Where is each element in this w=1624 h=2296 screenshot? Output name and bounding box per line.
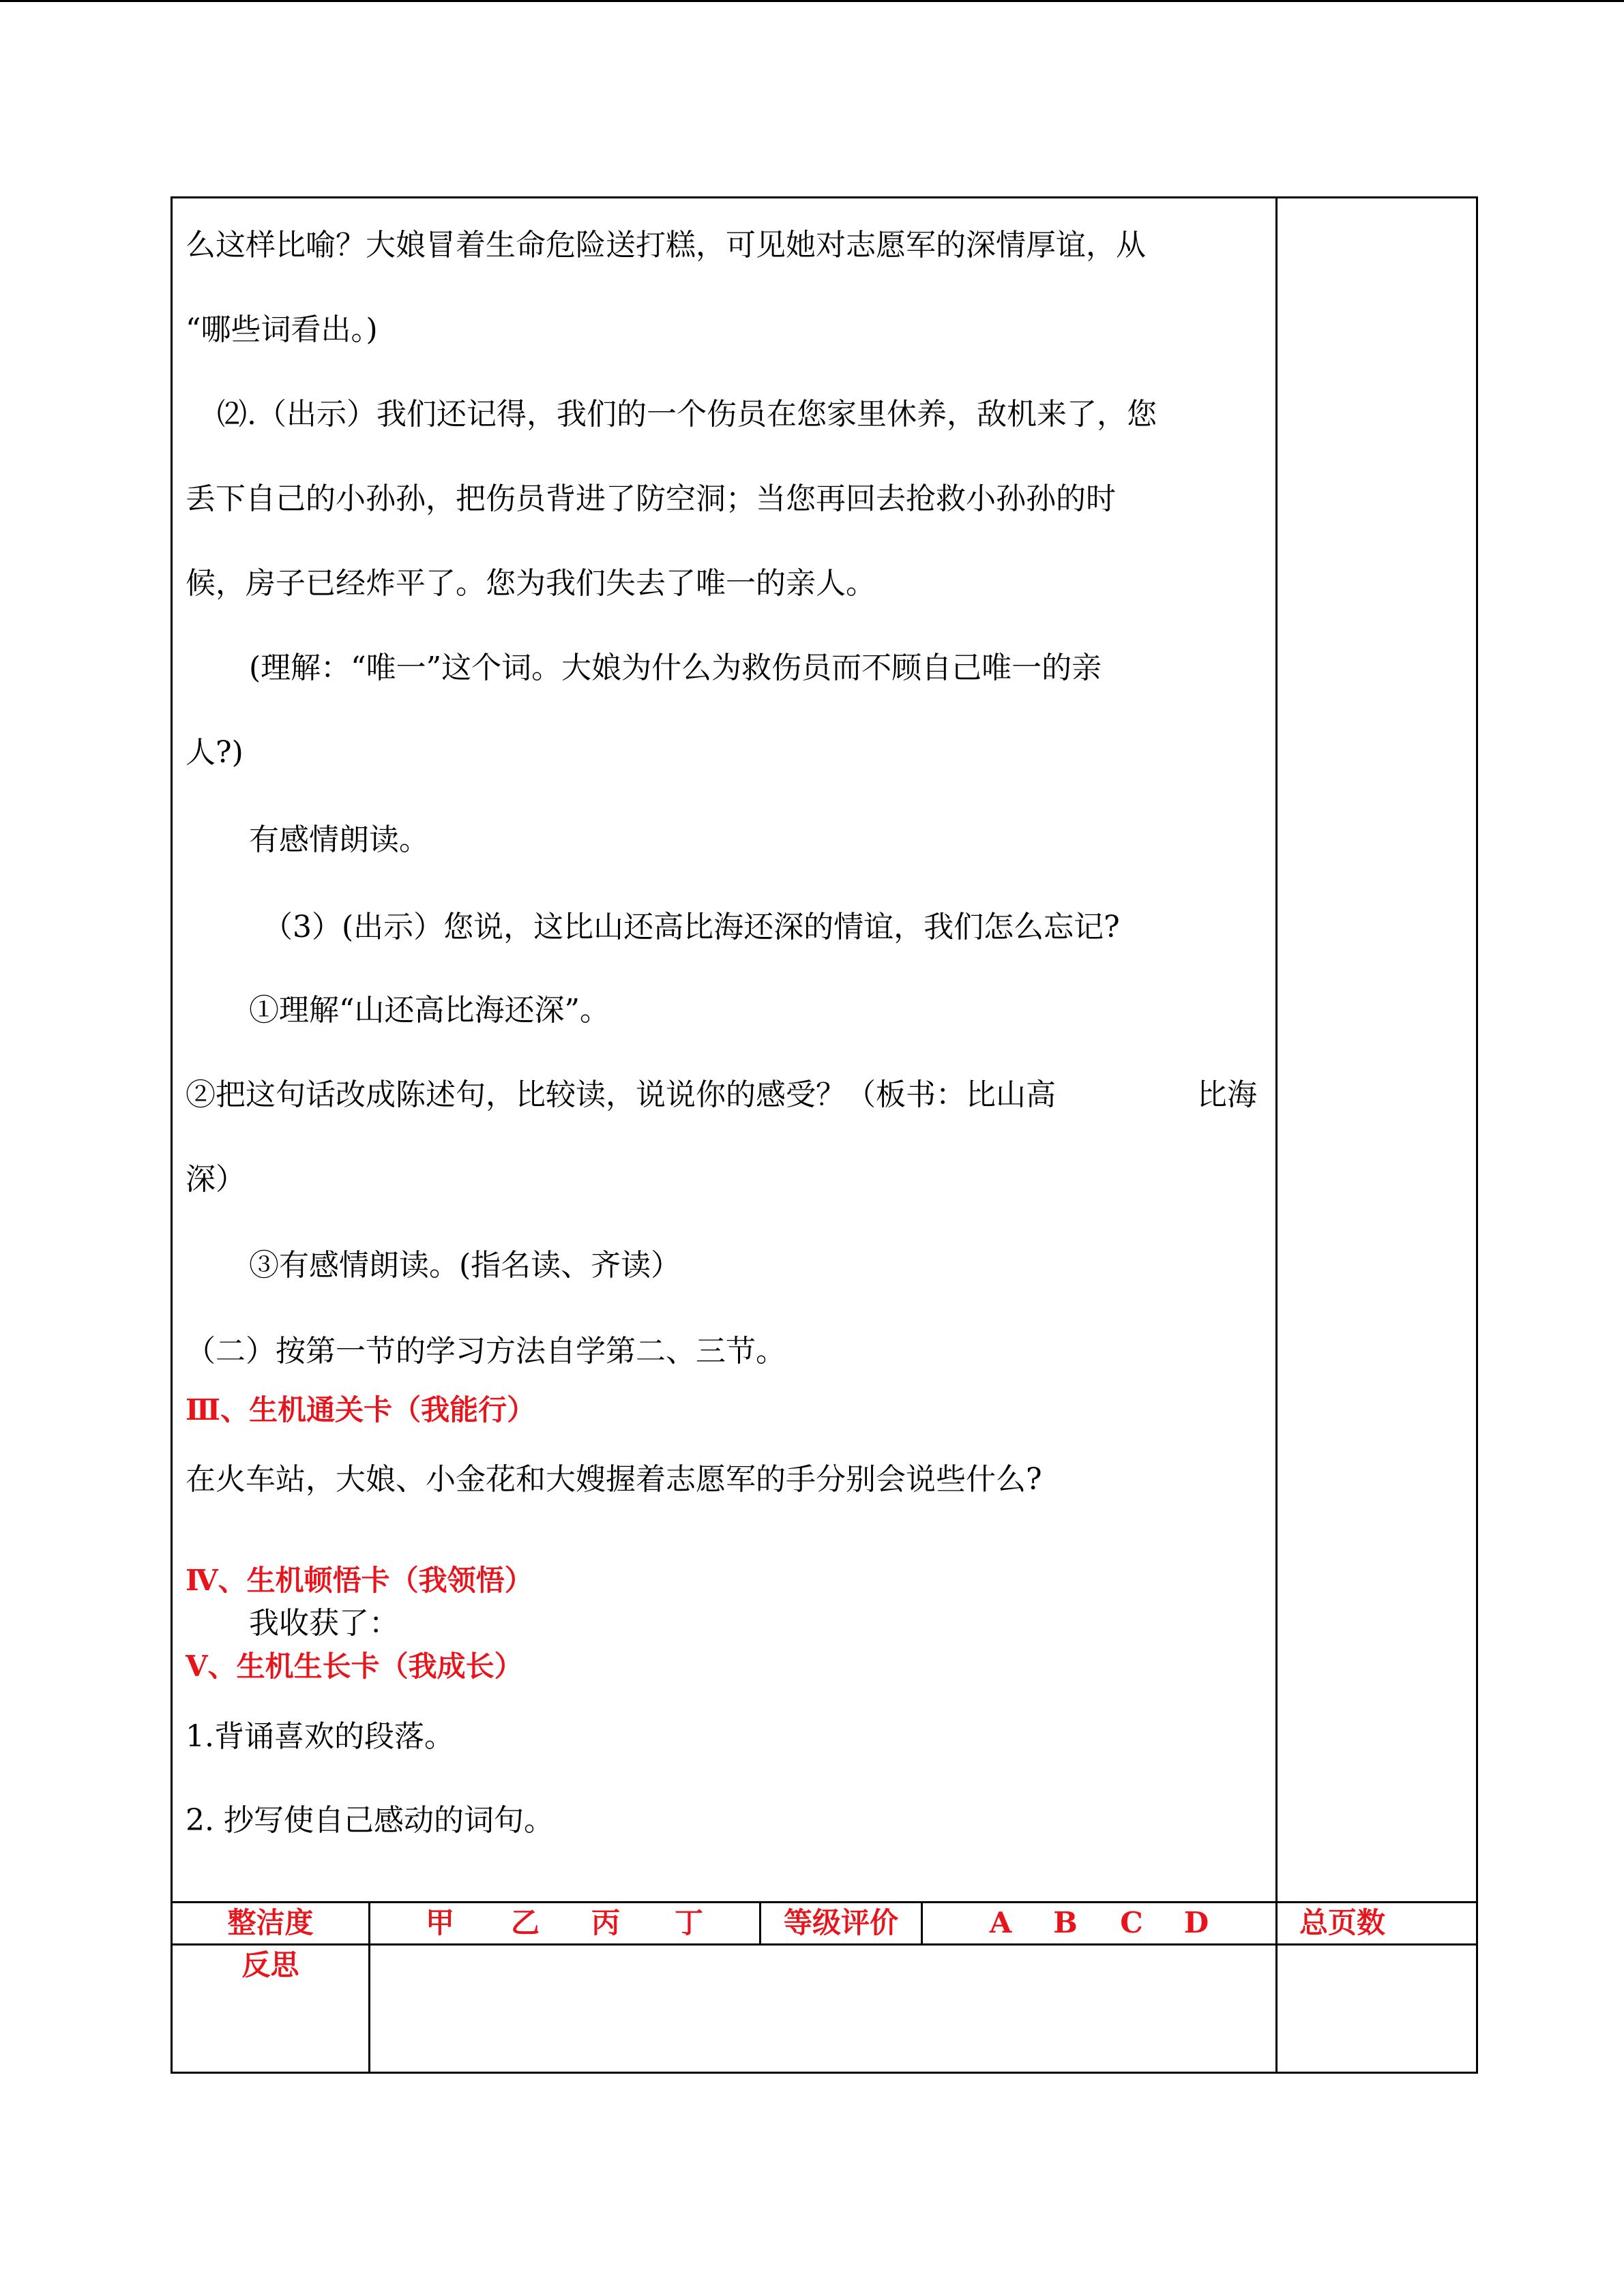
neatness-label: 整洁度 bbox=[227, 1906, 314, 1939]
text-line: 候，房子已经炸平了。您为我们失去了唯一的亲人。 bbox=[186, 566, 876, 601]
text-line: ②把这句话改成陈述句，比较读，说说你的感受？（板书：比山高 bbox=[186, 1077, 1056, 1112]
rating-option: B bbox=[1053, 1906, 1078, 1939]
grade-option: 甲 bbox=[425, 1906, 454, 1939]
grade-option: 乙 bbox=[510, 1906, 540, 1939]
text-line: 丢下自己的小孙孙，把伤员背进了防空洞；当您再回去抢救小孙孙的时 bbox=[186, 481, 1116, 516]
text-line: 人?) bbox=[186, 735, 243, 770]
text-line: 比海 bbox=[1197, 1077, 1257, 1112]
rating-option: C bbox=[1120, 1906, 1143, 1939]
section-heading-4: Ⅳ、生机顿悟卡（我领悟） bbox=[186, 1564, 533, 1597]
grade-option: 丁 bbox=[674, 1906, 703, 1939]
rating-option: D bbox=[1183, 1906, 1209, 1939]
text-line: （3）(出示）您说，这比山还高比海还深的情谊，我们怎么忘记? bbox=[263, 910, 1120, 944]
footer-divider-1 bbox=[368, 1901, 370, 2074]
section-heading-3: Ⅲ、生机通关卡（我能行） bbox=[186, 1393, 536, 1427]
section-heading-5: Ⅴ、生机生长卡（我成长） bbox=[186, 1650, 523, 1683]
grade-option: 丙 bbox=[591, 1906, 620, 1939]
table-left-border bbox=[171, 196, 173, 2074]
text-line: ①理解“山还高比海还深”。 bbox=[249, 993, 610, 1028]
text-line: 深） bbox=[186, 1162, 246, 1197]
total-pages-label: 总页数 bbox=[1299, 1906, 1385, 1939]
notes-column-divider bbox=[1275, 196, 1278, 2074]
footer-divider-3 bbox=[921, 1901, 923, 1945]
text-line: 么这样比喻？大娘冒着生命危险送打糕，可见她对志愿军的深情厚谊，从 bbox=[186, 228, 1146, 263]
table-bottom-border bbox=[171, 2072, 1478, 2074]
reflection-label: 反思 bbox=[241, 1948, 299, 1982]
text-line: 我收获了： bbox=[249, 1606, 399, 1641]
text-line: 在火车站，大娘、小金花和大嫂握着志愿军的手分别会说些什么? bbox=[186, 1462, 1042, 1497]
text-line: ③有感情朗读。(指名读、齐读） bbox=[249, 1248, 681, 1283]
text-line: 2. 抄写使自己感动的词句。 bbox=[186, 1803, 554, 1838]
rating-option: A bbox=[989, 1906, 1012, 1939]
page-top-border bbox=[0, 0, 1624, 2]
text-line: 1.背诵喜欢的段落。 bbox=[186, 1719, 454, 1754]
text-line: ⑵.（出示）我们还记得，我们的一个伤员在您家里休养，敌机来了，您 bbox=[217, 397, 1157, 432]
text-line: “哪些词看出。) bbox=[186, 312, 378, 347]
table-right-border bbox=[1476, 196, 1478, 2074]
text-line: (理解：“唯一”这个词。大娘为什么为救伤员而不顾自己唯一的亲 bbox=[249, 651, 1102, 685]
rating-label: 等级评价 bbox=[783, 1906, 898, 1939]
text-line: 有感情朗读。 bbox=[249, 822, 429, 857]
table-top-border bbox=[171, 196, 1478, 198]
text-line: （二）按第一节的学习方法自学第二、三节。 bbox=[186, 1334, 786, 1369]
